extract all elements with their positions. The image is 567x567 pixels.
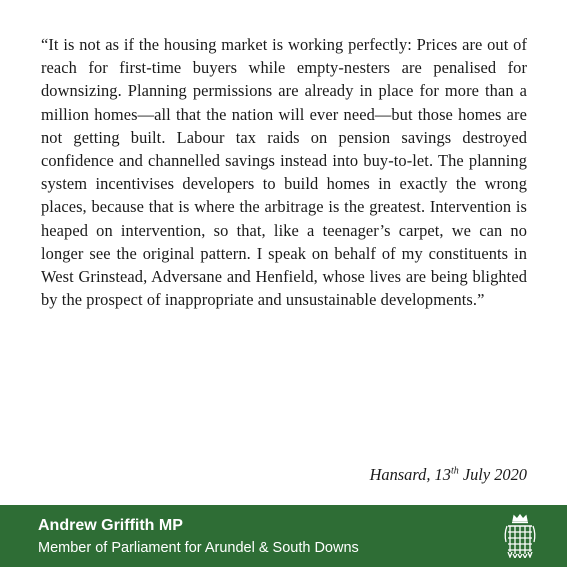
quote-block [41, 33, 527, 311]
citation [370, 465, 527, 485]
citation-source: Hansard, 13 [369, 465, 451, 484]
citation-date: July 2020 [458, 465, 527, 484]
quote-text: “It is not as if the housing market is working perfectly: Prices are out of reach for first-time buyers while empty-nesters are penalised for downsizing. Planning permissions are already in place for more than a million homes—all that the nation will ever need—but those homes are not getting built. Labour tax raids on pension savings destroyed confidence and channelled savings instead into buy-to-let. The planning system incentivises developers to build homes in exactly the wrong places, because that is where the arbitrage is the greatest. Intervention is heaped on intervention, so that, like a teenager’s carpet, we can no longer see the original pattern. I speak on behalf of my constituents in West Grinstead, Adversane and Henfield, whose lives are being blighted by the prospect of inappropriate and unsustainable developments.” [41, 35, 527, 310]
footer-banner [0, 505, 567, 567]
mp-role: Member of Parliament for Arundel & South Downs [38, 540, 359, 556]
portcullis-icon [503, 514, 537, 558]
citation-ordinal: th [450, 465, 459, 477]
mp-name: Andrew Griffith MP [38, 517, 183, 534]
